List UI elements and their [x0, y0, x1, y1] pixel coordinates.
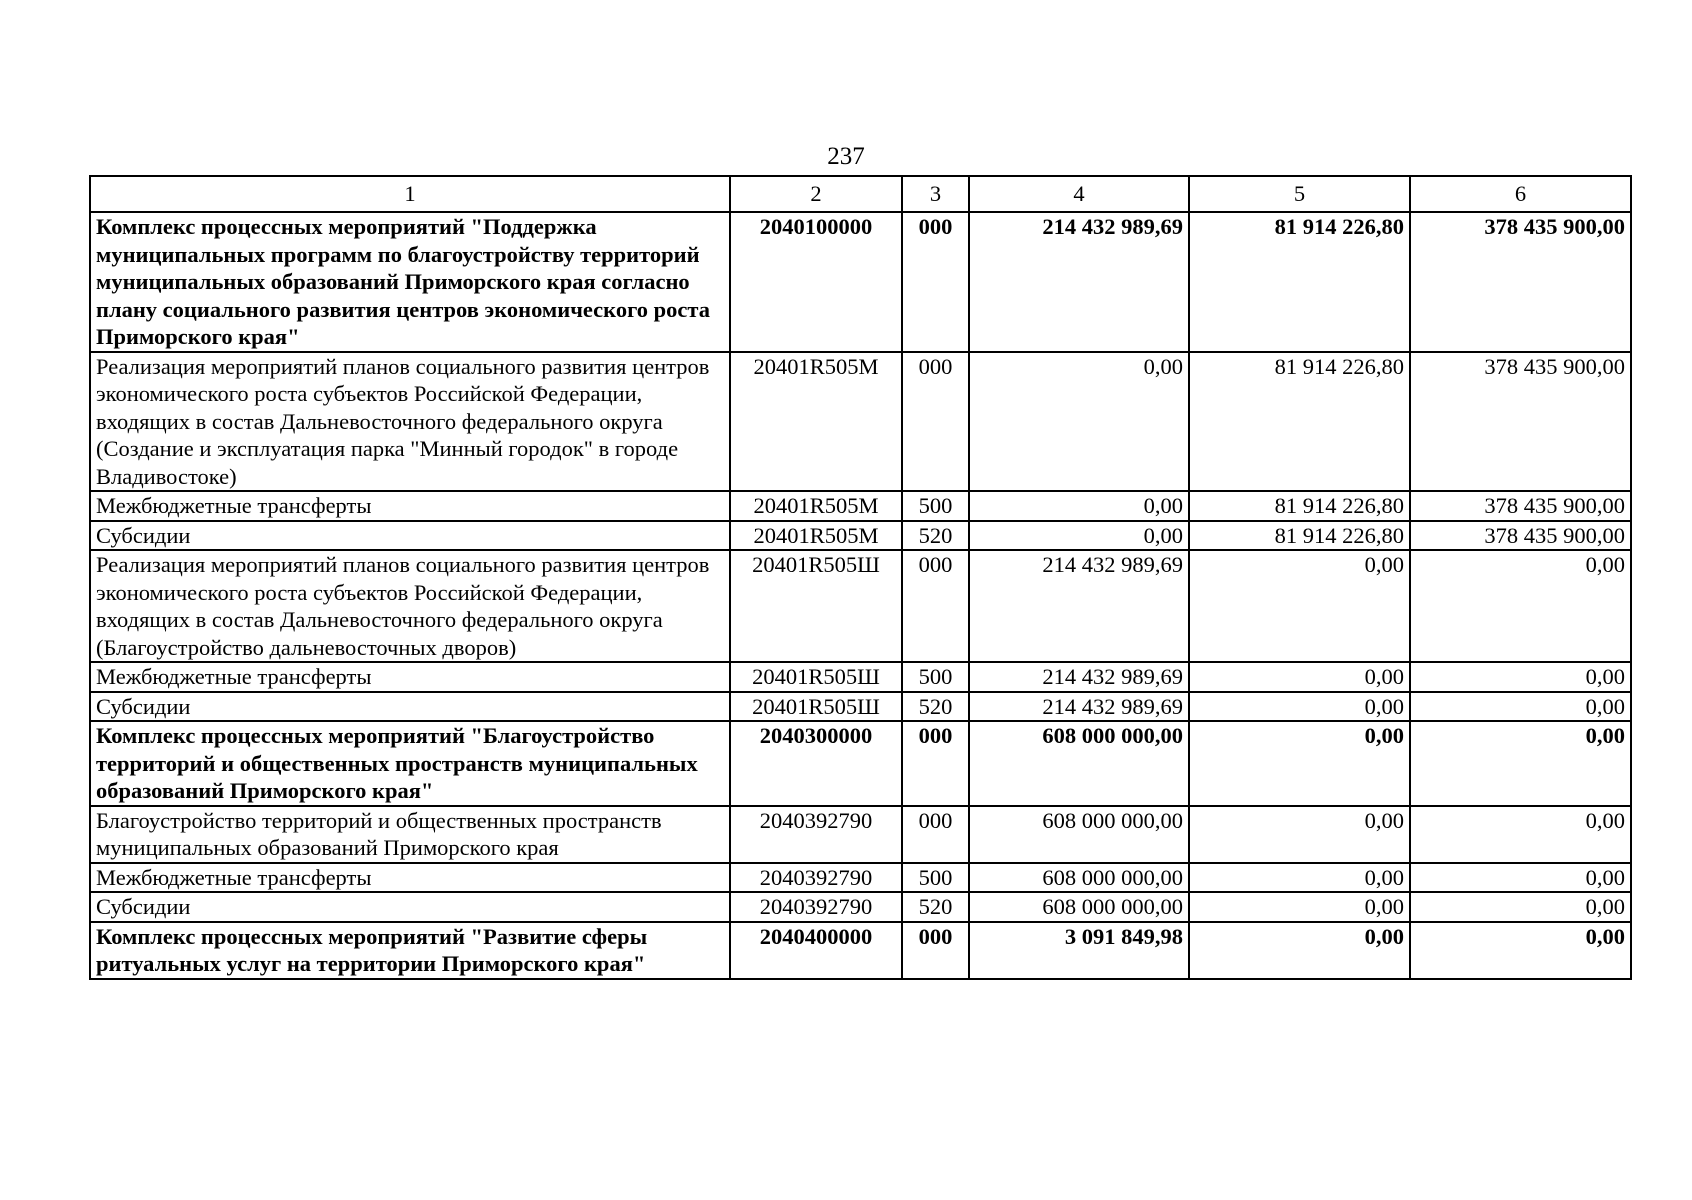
row-value-col4: 214 432 989,69	[969, 550, 1189, 662]
table-row	[90, 721, 1631, 806]
row-value-col4: 608 000 000,00	[969, 721, 1189, 806]
table-row	[90, 352, 1631, 492]
row-expense-type: 500	[902, 491, 969, 521]
table-row	[90, 550, 1631, 662]
row-expense-type: 000	[902, 352, 969, 492]
header-col-3: 3	[902, 176, 969, 212]
row-value-col5: 0,00	[1189, 922, 1410, 979]
row-expense-type: 000	[902, 550, 969, 662]
table-body	[90, 212, 1631, 979]
table-row	[90, 806, 1631, 863]
row-value-col5: 81 914 226,80	[1189, 212, 1410, 352]
row-code: 2040400000	[730, 922, 902, 979]
row-name: Комплекс процессных мероприятий "Развитие сферы ритуальных услуг на территории Приморского края"	[90, 922, 730, 979]
row-value-col4: 608 000 000,00	[969, 892, 1189, 922]
row-name: Субсидии	[90, 692, 730, 722]
row-name: Благоустройство территорий и общественных пространств муниципальных образований Приморского края	[90, 806, 730, 863]
row-value-col4: 0,00	[969, 491, 1189, 521]
row-value-col5: 0,00	[1189, 863, 1410, 893]
row-value-col4: 0,00	[969, 521, 1189, 551]
row-value-col6: 378 435 900,00	[1410, 212, 1631, 352]
row-code: 2040300000	[730, 721, 902, 806]
table-row	[90, 491, 1631, 521]
table-row	[90, 692, 1631, 722]
table-row	[90, 521, 1631, 551]
row-value-col4: 214 432 989,69	[969, 692, 1189, 722]
row-name: Межбюджетные трансферты	[90, 863, 730, 893]
row-expense-type: 520	[902, 692, 969, 722]
table-row	[90, 892, 1631, 922]
row-expense-type: 520	[902, 892, 969, 922]
budget-table	[89, 175, 1632, 980]
row-name: Реализация мероприятий планов социального развития центров экономического роста субъектов Российской Федерации, входящих в состав Дальневосточного федерального округа (Благоустройство дальневосточных дворов)	[90, 550, 730, 662]
row-name: Комплекс процессных мероприятий "Поддержка муниципальных программ по благоустройству территорий муниципальных образований Приморского края согласно плану социального развития центров экономического роста Приморского края"	[90, 212, 730, 352]
header-col-4: 4	[969, 176, 1189, 212]
row-code: 20401R505M	[730, 352, 902, 492]
row-value-col6: 0,00	[1410, 863, 1631, 893]
row-name: Межбюджетные трансферты	[90, 662, 730, 692]
row-expense-type: 000	[902, 721, 969, 806]
table-row	[90, 922, 1631, 979]
row-value-col5: 0,00	[1189, 892, 1410, 922]
row-code: 20401R505Ш	[730, 662, 902, 692]
row-expense-type: 520	[902, 521, 969, 551]
row-code: 2040100000	[730, 212, 902, 352]
row-value-col6: 378 435 900,00	[1410, 521, 1631, 551]
header-col-6: 6	[1410, 176, 1631, 212]
row-code: 2040392790	[730, 806, 902, 863]
row-value-col4: 608 000 000,00	[969, 863, 1189, 893]
row-value-col6: 0,00	[1410, 550, 1631, 662]
row-expense-type: 500	[902, 863, 969, 893]
row-value-col4: 608 000 000,00	[969, 806, 1189, 863]
row-name: Комплекс процессных мероприятий "Благоустройство территорий и общественных пространств муниципальных образований Приморского края"	[90, 721, 730, 806]
row-value-col4: 214 432 989,69	[969, 212, 1189, 352]
row-value-col6: 0,00	[1410, 892, 1631, 922]
row-value-col6: 378 435 900,00	[1410, 352, 1631, 492]
page-number: 237	[827, 143, 865, 170]
row-code: 20401R505M	[730, 491, 902, 521]
row-code: 20401R505Ш	[730, 550, 902, 662]
table-row	[90, 212, 1631, 352]
row-name: Межбюджетные трансферты	[90, 491, 730, 521]
table-row	[90, 662, 1631, 692]
row-code: 20401R505M	[730, 521, 902, 551]
header-col-2: 2	[730, 176, 902, 212]
row-value-col5: 0,00	[1189, 692, 1410, 722]
row-value-col5: 81 914 226,80	[1189, 521, 1410, 551]
row-value-col4: 0,00	[969, 352, 1189, 492]
row-code: 2040392790	[730, 863, 902, 893]
row-value-col6: 0,00	[1410, 806, 1631, 863]
row-value-col5: 0,00	[1189, 806, 1410, 863]
row-value-col4: 214 432 989,69	[969, 662, 1189, 692]
row-expense-type: 500	[902, 662, 969, 692]
row-code: 2040392790	[730, 892, 902, 922]
row-value-col6: 0,00	[1410, 662, 1631, 692]
row-value-col5: 0,00	[1189, 550, 1410, 662]
row-code: 20401R505Ш	[730, 692, 902, 722]
row-expense-type: 000	[902, 806, 969, 863]
row-value-col5: 81 914 226,80	[1189, 352, 1410, 492]
header-col-1: 1	[90, 176, 730, 212]
row-value-col5: 81 914 226,80	[1189, 491, 1410, 521]
row-value-col6: 0,00	[1410, 692, 1631, 722]
row-name: Субсидии	[90, 521, 730, 551]
row-name: Реализация мероприятий планов социального развития центров экономического роста субъектов Российской Федерации, входящих в состав Дальневосточного федерального округа (Создание и эксплуатация парка "Минный городок" в городе Владивостоке)	[90, 352, 730, 492]
row-expense-type: 000	[902, 922, 969, 979]
table-row	[90, 863, 1631, 893]
row-value-col6: 378 435 900,00	[1410, 491, 1631, 521]
row-value-col5: 0,00	[1189, 721, 1410, 806]
row-expense-type: 000	[902, 212, 969, 352]
row-name: Субсидии	[90, 892, 730, 922]
row-value-col6: 0,00	[1410, 922, 1631, 979]
row-value-col5: 0,00	[1189, 662, 1410, 692]
row-value-col4: 3 091 849,98	[969, 922, 1189, 979]
header-row	[90, 176, 1631, 212]
row-value-col6: 0,00	[1410, 721, 1631, 806]
header-col-5: 5	[1189, 176, 1410, 212]
